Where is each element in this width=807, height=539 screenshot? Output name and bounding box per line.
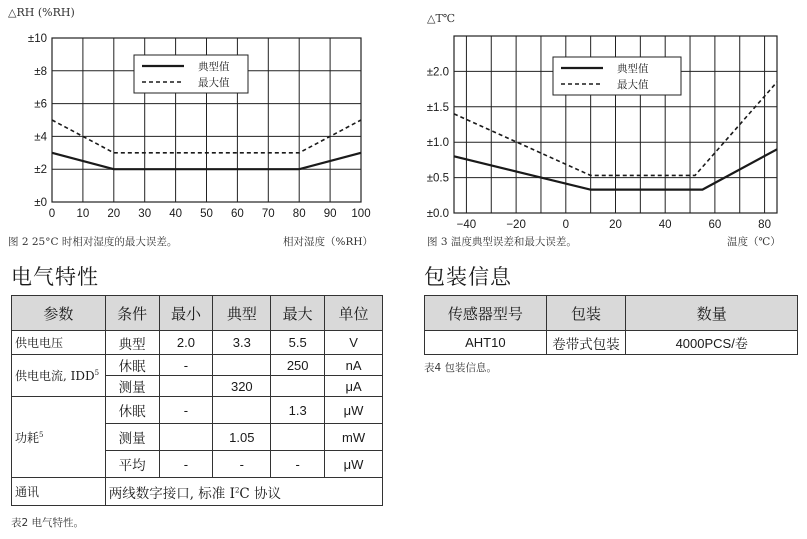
electrical-table — [11, 295, 383, 506]
rh-chart-ytitle: △RH (%RH) — [8, 6, 75, 19]
x-tick-label: 80 — [292, 208, 306, 220]
x-tick-label: 80 — [758, 219, 771, 231]
x-tick-label: 70 — [261, 208, 275, 220]
x-tick-label: 100 — [351, 208, 371, 220]
qty-cell: 4000PCS/卷 — [626, 331, 798, 355]
header-model: 传感器型号 — [425, 296, 547, 331]
header-typ: 典型 — [213, 296, 271, 331]
typ-cell: - — [213, 451, 271, 478]
legend-label-max: 最大值 — [617, 79, 649, 91]
header-cond: 条件 — [105, 296, 159, 331]
x-tick-label: 30 — [138, 208, 152, 220]
min-cell: - — [159, 355, 213, 376]
x-tick-label: 10 — [76, 208, 90, 220]
max-cell: 1.3 — [271, 397, 325, 424]
y-tick-label: ±0 — [34, 197, 47, 209]
comm-value-suffix: C 协议 — [239, 485, 282, 502]
legend-label-typical: 典型值 — [617, 63, 649, 75]
x-tick-label: 60 — [231, 208, 244, 220]
legend-label-max: 最大值 — [198, 77, 230, 89]
typ-cell — [213, 397, 271, 424]
header-max: 最大 — [271, 296, 325, 331]
y-tick-label: ±0.5 — [426, 172, 449, 185]
package-caption: 表4 包装信息。 — [424, 362, 498, 374]
pack-cell: 卷带式包装 — [546, 331, 626, 355]
x-tick-label: 0 — [562, 219, 570, 231]
footnote-mark: 5 — [94, 369, 100, 377]
typ-cell — [213, 355, 271, 376]
param-supply-voltage: 供电电压 — [12, 331, 106, 355]
electrical-header-row — [12, 296, 383, 331]
min-cell: 2.0 — [159, 331, 213, 355]
y-tick-label: ±8 — [34, 65, 47, 78]
footnote-mark: 5 — [39, 430, 44, 439]
header-qty: 数量 — [626, 296, 798, 331]
max-cell — [271, 424, 325, 451]
x-tick-label: 20 — [609, 219, 622, 231]
min-cell — [159, 424, 213, 451]
header-min: 最小 — [159, 296, 213, 331]
cond-cell: 平均 — [105, 451, 159, 478]
param-power — [12, 397, 106, 478]
x-tick-label: 50 — [200, 208, 213, 220]
electrical-heading: 电气特性 — [11, 265, 99, 289]
unit-cell: μA — [325, 376, 383, 397]
typ-cell: 1.05 — [213, 424, 271, 451]
unit-cell: mW — [325, 424, 383, 451]
legend-label-typical: 典型值 — [198, 61, 230, 73]
x-tick-label: 60 — [708, 219, 722, 231]
param-supply-current-label: 供电电流, IDD — [15, 369, 95, 383]
min-cell: - — [159, 451, 213, 478]
max-cell: - — [271, 451, 325, 478]
header-pack: 包装 — [546, 296, 626, 331]
unit-cell: μW — [325, 397, 383, 424]
header-param: 参数 — [12, 296, 106, 331]
max-cell: 5.5 — [271, 331, 325, 355]
min-cell: - — [159, 397, 213, 424]
cond-cell: 测量 — [105, 376, 159, 397]
y-tick-label: ±1.5 — [426, 101, 449, 114]
unit-cell: nA — [325, 355, 383, 376]
param-comm: 通讯 — [12, 478, 106, 506]
y-tick-label: ±1.0 — [426, 137, 449, 150]
cond-cell: 休眠 — [105, 355, 159, 376]
y-tick-label: ±6 — [34, 98, 47, 111]
unit-cell: V — [325, 331, 383, 355]
electrical-caption: 表2 电气特性。 — [11, 517, 85, 529]
param-supply-current — [12, 355, 106, 397]
temp-chart-xlabel: 温度（℃） — [727, 236, 781, 248]
package-table — [424, 295, 798, 355]
table-row — [425, 331, 798, 355]
y-tick-label: ±2.0 — [426, 66, 449, 79]
y-tick-label: ±0.0 — [426, 208, 449, 220]
temp-chart-caption: 图 3 温度典型误差和最大误差。 — [427, 236, 577, 248]
table-row — [12, 478, 383, 506]
typ-cell: 3.3 — [213, 331, 271, 355]
package-header-row — [425, 296, 798, 331]
y-tick-label: ±2 — [34, 164, 47, 177]
x-tick-label: 20 — [107, 208, 121, 220]
typ-cell: 320 — [213, 376, 271, 397]
temp-chart-ytitle: △T℃ — [427, 12, 456, 25]
max-cell — [271, 376, 325, 397]
x-tick-label: 90 — [323, 208, 337, 220]
table-row — [12, 331, 383, 355]
x-tick-label: 0 — [48, 208, 56, 220]
y-tick-label: ±10 — [27, 33, 47, 45]
x-tick-label: −20 — [506, 219, 526, 231]
x-tick-label: −40 — [456, 219, 477, 231]
rh-chart-caption: 图 2 25°C 时相对湿度的最大误差。 — [8, 236, 178, 248]
cond-cell: 休眠 — [105, 397, 159, 424]
model-cell: AHT10 — [425, 331, 547, 355]
x-tick-label: 40 — [658, 219, 672, 231]
min-cell — [159, 376, 213, 397]
max-cell: 250 — [271, 355, 325, 376]
comm-value — [105, 478, 382, 506]
y-tick-label: ±4 — [34, 131, 47, 144]
table-row — [12, 355, 383, 376]
package-heading: 包装信息 — [424, 265, 512, 289]
cond-cell: 典型 — [105, 331, 159, 355]
param-power-label: 功耗 — [15, 430, 40, 445]
comm-superscript: 2 — [234, 486, 240, 494]
x-tick-label: 40 — [169, 208, 182, 220]
rh-chart-xlabel: 相对湿度（%RH） — [283, 236, 374, 248]
unit-cell: μW — [325, 451, 383, 478]
comm-value-text: 两线数字接口, 标准 I — [108, 485, 235, 502]
cond-cell: 测量 — [105, 424, 159, 451]
table-row — [12, 397, 383, 424]
header-unit: 单位 — [325, 296, 383, 331]
